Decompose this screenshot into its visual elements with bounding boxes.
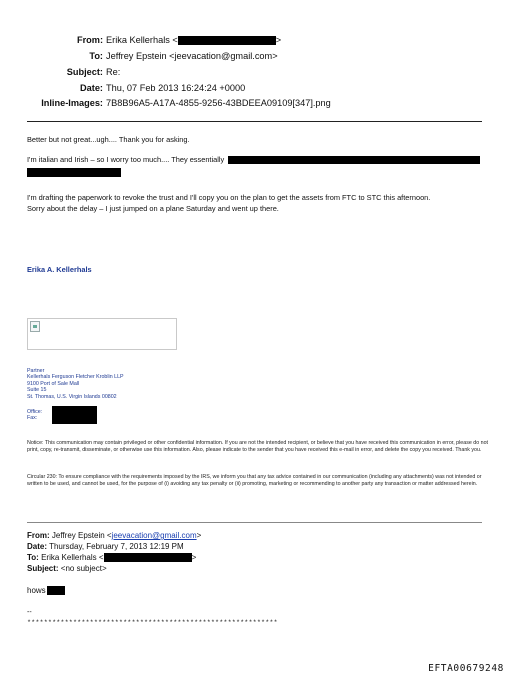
- from-close: >: [275, 35, 282, 45]
- broken-image: [27, 318, 177, 350]
- fwd-from-label: From:: [27, 531, 50, 540]
- asterisk-separator: ************************************************************: [27, 619, 278, 627]
- fax-label: Fax:: [27, 415, 38, 421]
- body-line-3b: Sorry about the delay – I just jumped on a plane Saturday and went up there.: [27, 204, 279, 213]
- redaction-block: [228, 156, 480, 164]
- forward-divider: [27, 522, 482, 523]
- fwd-date-label: Date:: [27, 542, 48, 551]
- redaction-block: [47, 586, 65, 595]
- fwd-date-row: [27, 541, 184, 552]
- signature-name: Erika A. Kellerhals: [27, 265, 92, 274]
- body-line-3a: I'm drafting the paperwork to revoke the trust and I'll copy you on the plan to get the assets from FTC to STC this afternoon.: [27, 193, 431, 202]
- redaction-block: [27, 168, 121, 177]
- fwd-from-row: [27, 530, 201, 541]
- fwd-to-row: [27, 552, 196, 563]
- signature-dash: --: [27, 609, 32, 616]
- fwd-body-text: hows: [27, 586, 46, 595]
- to-value: Jeffrey Epstein <jeevacation@gmail.com>: [106, 51, 278, 61]
- signature-firm: Kellerhals Ferguson Fletcher Kroblin LLP: [27, 374, 124, 380]
- confidentiality-notice: Notice: This communication may contain privileged or other confidential information. If you are not the intended recipient, or believe that you have received this communication in error, please do not print, copy, re-transmit, disseminate, or otherwise use this information. Also, please indicate to the sender that you have received this e-mail in error, and delete the copy you received. Thank you.: [27, 440, 488, 453]
- from-label: From:: [76, 35, 103, 45]
- subject-value: Re:: [106, 67, 121, 77]
- body-line-2: [27, 155, 497, 166]
- from-value: [106, 34, 281, 47]
- to-label: To:: [89, 51, 103, 61]
- signature-title: Partner: [27, 368, 45, 374]
- office-label: Office:: [27, 409, 43, 415]
- redaction-block: [178, 36, 276, 45]
- from-name: Erika Kellerhals <: [106, 35, 178, 45]
- fwd-subject-row: [27, 563, 107, 574]
- date-label: Date:: [80, 83, 103, 93]
- signature-address-1: 9100 Port of Sale Mall: [27, 381, 80, 387]
- fwd-body: [27, 585, 65, 596]
- fwd-to-close: >: [191, 553, 197, 562]
- header-divider: [27, 121, 482, 122]
- signature-address-2: Suite 15: [27, 387, 47, 393]
- inline-images-label: Inline-Images:: [41, 98, 103, 108]
- broken-image-icon: [30, 321, 40, 332]
- redaction-block: [104, 553, 192, 562]
- fwd-to-value: Erika Kellerhals <: [41, 553, 104, 562]
- date-value: Thu, 07 Feb 2013 16:24:24 +0000: [106, 83, 246, 93]
- fwd-to-label: To:: [27, 553, 39, 562]
- redaction-block: [52, 406, 97, 424]
- signature-address-3: St. Thomas, U.S. Virgin Islands 00802: [27, 394, 117, 400]
- document-id: EFTA00679248: [428, 663, 504, 674]
- inline-images-value: 7B8B96A5-A17A-4855-9256-43BDEEA09109[347].png: [106, 98, 331, 108]
- fwd-from-close: >: [196, 531, 202, 540]
- body-line-1: Better but not great...ugh.... Thank you for asking.: [27, 135, 190, 144]
- fwd-date-value: Thursday, February 7, 2013 12:19 PM: [49, 542, 184, 551]
- fwd-from-email-link[interactable]: jeevacation@gmail.com: [111, 531, 197, 540]
- fwd-subject-label: Subject:: [27, 564, 59, 573]
- circular-230-notice: Circular 230: To ensure compliance with the requirements imposed by the IRS, we inform you that any tax advice contained in our communication (including any attachments) was not intended or written to be used, and cannot be used, for the purpose of (i) avoiding any tax penalty or (ii) promoting, marketing or recommending to another party any transaction or matter addressed herein.: [27, 474, 482, 487]
- fwd-from-name: Jeffrey Epstein <: [51, 531, 112, 540]
- fwd-subject-value: <no subject>: [60, 564, 107, 573]
- body-line-2-text: I'm italian and Irish – so I worry too much.... They essentially: [27, 155, 225, 164]
- subject-label: Subject:: [66, 67, 103, 77]
